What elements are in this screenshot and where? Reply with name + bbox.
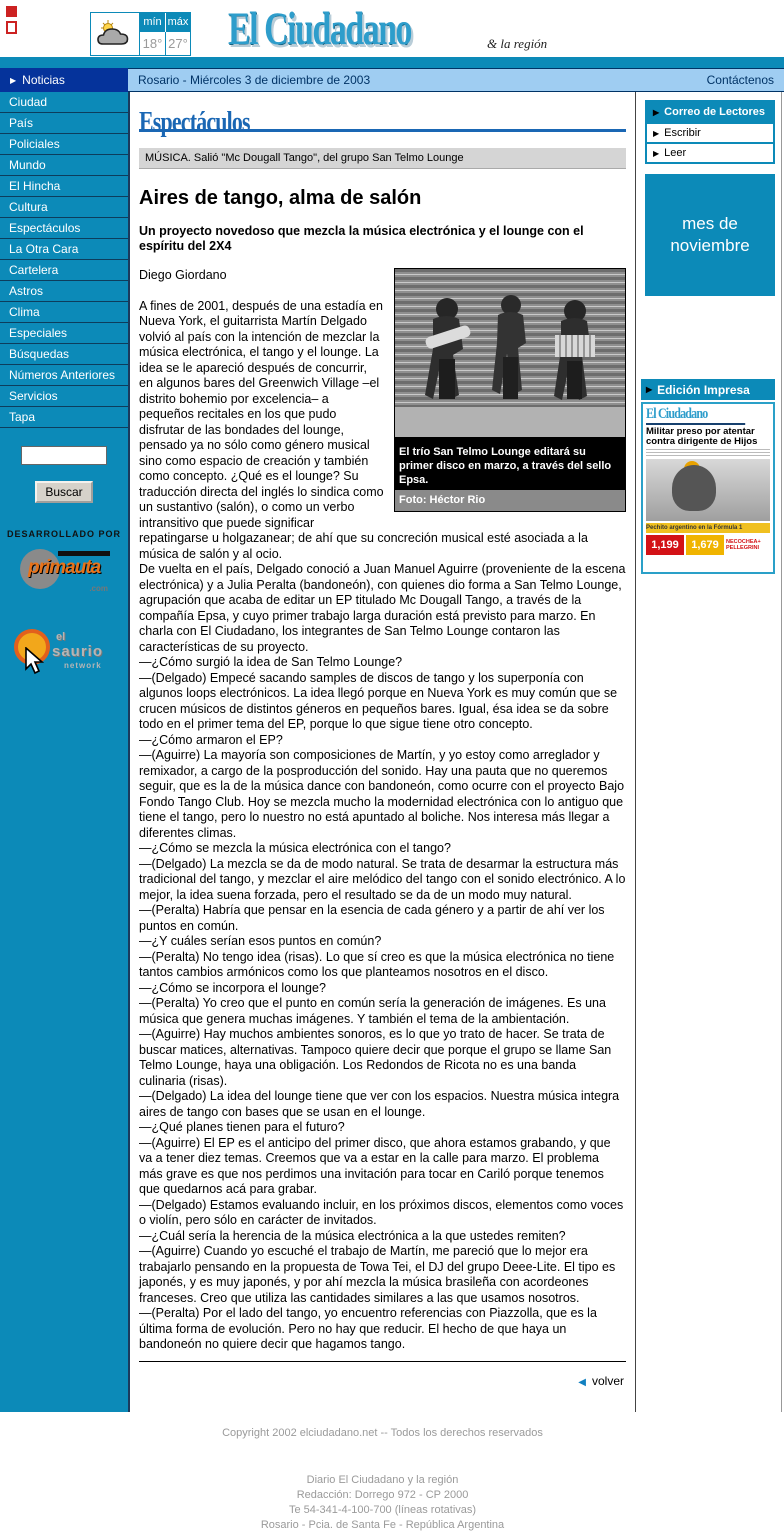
arrow-right-icon: ▶ <box>653 128 660 138</box>
arrow-right-icon: ▶ <box>646 385 653 394</box>
section-logo: Espectáculos <box>139 107 250 138</box>
sidebar-nav <box>0 92 128 428</box>
back-link[interactable] <box>139 1374 624 1388</box>
article-paragraph: —(Delgado) La idea del lounge tiene que ver con los espacios. Nuestra música integra aires de tango con bases que se usan en el lounge. <box>139 1089 620 1119</box>
arrow-left-icon: ◀ <box>578 1376 586 1388</box>
sidebar-item[interactable]: La Otra Cara <box>0 239 128 260</box>
sidebar-item[interactable]: Cartelera <box>0 260 128 281</box>
article-end-rule <box>139 1361 626 1362</box>
primauta-logo[interactable] <box>18 547 110 593</box>
sidebar-item[interactable]: Tapa <box>0 407 128 428</box>
sidebar-item[interactable]: El Hincha <box>0 176 128 197</box>
weather-min-value: 18° <box>140 32 165 55</box>
decoration-red-icon <box>6 6 20 34</box>
primauta-com-label: .com <box>89 584 108 593</box>
print-edition-thumbnail[interactable] <box>641 402 775 574</box>
page-right-border <box>781 92 782 1412</box>
arrow-right-icon: ▶ <box>653 107 660 117</box>
article-paragraph: —(Peralta) Habría que pensar en la esencia de cada género y a partir de ahí ver los puntos en común. <box>139 903 605 933</box>
article-kicker: MÚSICA. Salió "Mc Dougall Tango", del grupo San Telmo Lounge <box>139 148 626 169</box>
print-strip-headline: Pechito argentino en la Fórmula 1 <box>646 523 770 533</box>
sidebar-item[interactable]: Cultura <box>0 197 128 218</box>
print-headline: Militar preso por atentar contra dirigente de Hijos <box>646 426 758 447</box>
sidebar-item[interactable]: Policiales <box>0 134 128 155</box>
weather-max-label: máx <box>165 13 190 32</box>
article-paragraph: —(Aguirre) La mayoría son composiciones de Martín, y yo estoy como arreglador y remixador, a cargo de la posproducción del sonido. Hay una pauta que no queremos seguir, que es la de la música dance con bandoneón, como ocurre con el proyecto Bajo Fondo Tango Club. Hoy se mezcla mucho la modernidad electrónica con lo antiguo que tiene el tango, pero lo nuestro no está apuntado al boliche. Nos interesa más llegar a diferentes climas. <box>139 748 625 840</box>
sidebar-item[interactable]: Números Anteriores <box>0 365 128 386</box>
sidebar-item[interactable]: Especiales <box>0 323 128 344</box>
saurio-line1: el <box>56 631 66 643</box>
article-paragraph: —(Delgado) Estamos evaluando incluir, en los próximos discos, elementos como voces o violín, pero sólo en carácter de invitados. <box>139 1197 624 1227</box>
contact-link[interactable]: Contáctenos <box>706 73 774 87</box>
footer-line: Rosario - Pcia. de Santa Fe - República Argentina <box>260 1518 505 1531</box>
current-section-label: Noticias <box>22 73 65 87</box>
sidebar-item[interactable]: Astros <box>0 281 128 302</box>
footer-line: Redacción: Dorrego 972 - CP 2000 <box>296 1488 469 1501</box>
sidebar-item[interactable]: Espectáculos <box>0 218 128 239</box>
saurio-line2: saurio <box>52 643 104 660</box>
print-bottom-row <box>646 535 770 555</box>
article-paragraph: —¿Cómo se incorpora el lounge? <box>139 980 326 995</box>
footer-line: Diario El Ciudadano y la región <box>306 1473 459 1486</box>
article-paragraph: —(Aguirre) El EP es el anticipo del primer disco, que ahora estamos grabando, y que va a tener diez temas. Creemos que va a estar en la calle para marzo. El problema más grave es que nos perdimos una invitación para tocar en Cariló porque tenemos que quedarnos acá para grabar. <box>139 1135 611 1196</box>
partly-cloudy-icon <box>91 13 140 55</box>
sidebar-item[interactable]: Clima <box>0 302 128 323</box>
band-photo <box>395 269 625 437</box>
correo-de-lectores-widget <box>645 100 775 164</box>
correo-link-label: Escribir <box>664 127 701 139</box>
month-banner-label: mes de noviembre <box>670 214 750 255</box>
weather-min-label: mín <box>140 13 165 32</box>
main-content <box>128 92 636 1531</box>
copyright-text: Copyright 2002 elciudadano.net -- Todos los derechos reservados <box>222 1426 543 1439</box>
print-faux-text <box>646 449 770 457</box>
primauta-wordmark: primauta <box>28 557 101 578</box>
site-logo[interactable]: El Ciudadano <box>228 3 412 55</box>
el-saurio-logo[interactable] <box>12 625 116 683</box>
price-badge-red: 1,199 <box>646 535 684 555</box>
price-badge-yellow: 1,679 <box>686 535 724 555</box>
article-paragraph: —(Peralta) Yo creo que el punto en común sería la generación de imágenes. Es una música que genera muchas imágenes. Y también el tema de la ambientación. <box>139 996 606 1026</box>
article-paragraph: —¿Cuál sería la herencia de la música electrónica a la que ustedes remiten? <box>139 1228 566 1243</box>
print-masthead: El Ciudadano <box>646 406 745 425</box>
saurio-line3: network <box>64 661 102 670</box>
date-text: Rosario - Miércoles 3 de diciembre de 2003 <box>138 73 371 87</box>
header-divider <box>0 57 784 68</box>
article-subtitle: Un proyecto novedoso que mezcla la música electrónica y el lounge con el espíritu del 2X4 <box>139 224 584 253</box>
article-photo-box <box>394 268 626 512</box>
search-button[interactable]: Buscar <box>35 481 93 503</box>
sidebar-item[interactable]: Mundo <box>0 155 128 176</box>
article-paragraph: —¿Cómo se mezcla la música electrónica con el tango? <box>139 841 451 855</box>
article-body <box>139 268 626 1353</box>
article-headline: Aires de tango, alma de salón <box>139 187 422 209</box>
sidebar-item[interactable]: Ciudad <box>0 92 128 113</box>
print-photo <box>646 459 770 521</box>
arrow-right-icon: ▶ <box>10 75 17 85</box>
article-paragraph: —¿Cómo armaron el EP? <box>139 732 283 747</box>
article-paragraph: —¿Qué planes tienen para el futuro? <box>139 1120 345 1134</box>
section-logo-block <box>139 105 626 136</box>
promo-label: NECOCHEA+ PELLEGRINI <box>726 539 761 551</box>
top-nav-row <box>0 68 784 92</box>
correo-title: Correo de Lectores <box>664 106 766 118</box>
correo-header <box>647 102 773 122</box>
back-link-label: volver <box>591 1373 624 1388</box>
correo-link[interactable] <box>647 122 773 142</box>
sidebar-item[interactable]: País <box>0 113 128 134</box>
article-paragraph: —¿Cómo surgió la idea de San Telmo Lounge? <box>139 655 403 669</box>
date-bar <box>128 68 784 92</box>
left-sidebar <box>0 92 128 1412</box>
article-paragraph: —(Delgado) La mezcla se da de modo natural. Se trata de desarmar la estructura más tradicional del tango, y mezclar el aire melódico del tango con el sonido electrónico. A lo mejor, la idea suena forzada, pero el resultado se da de un modo muy natural. <box>139 856 626 902</box>
article-byline: Diego Giordano <box>139 268 227 282</box>
edicion-title: Edición Impresa <box>657 382 750 397</box>
article-paragraph: —(Aguirre) Hay muchos ambientes sonoros, es lo que yo trato de hacer. Se trata de buscar matices, alternativas. Tampoco quiere decir que porque el grupo se llame San Telmo Lounge, haya una obligación. Los Redondos de Ricota no es una banda culinaria (risas). <box>139 1027 612 1088</box>
article-paragraph: A fines de 2001, después de una estadía en Nueva York, el guitarrista Martín Delgado volvió al país con la intención de mezclar la música electrónica, el tango y el lounge. La idea se le apareció después de concurrir, en algunos bares del Greenwich Village –el distrito bohemio por excelencia– a pequeños recitales en los que pudo disfrutar de las bondades del lounge, pensado ya no sólo como género musical sino como espacio de creación y también como concepto. ¿Qué es el lounge? Su traducción directa del inglés lo sindica como un sustantivo (salón), o como un verbo intransitivo que puede significar repatingarse u holgazanear; de ahí que su concreción musical esté asociada a la música de salón y al ocio. <box>139 298 588 561</box>
sidebar-item[interactable]: Búsquedas <box>0 344 128 365</box>
month-banner[interactable] <box>645 174 775 296</box>
correo-link-label: Leer <box>664 147 687 159</box>
article-paragraph: —(Delgado) Empecé sacando samples de discos de tango y los superponía con algunos loops electrónicos. La idea llegó porque en Nueva York es muy común que se crucen músicos de distintos géneros en pequeños bares. Igual, ésa idea se da sobre todo en el primer tema del EP, porque lo que sigue tiene otro concepto. <box>139 670 618 731</box>
search-input[interactable] <box>21 446 107 465</box>
primauta-bar <box>58 551 110 556</box>
article-paragraph: —¿Y cuáles serían esos puntos en común? <box>139 934 382 948</box>
photo-credit: Foto: Héctor Rio <box>395 490 625 512</box>
site-tagline: & la región <box>487 36 548 51</box>
correo-links <box>647 122 773 162</box>
article-paragraph: —(Peralta) No tengo idea (risas). Lo que sí creo es que la música electrónica no tiene tantos cambios armónicos como los que planteamos nosotros en el disco. <box>139 949 615 979</box>
article-paragraph: —(Aguirre) Cuando yo escuché el trabajo de Martín, me pareció que lo mejor era trabajarlo pensando en la propuesta de Towa Tei, el DJ del grupo Deee-Lite. El tipo es japonés, y es muy japonés, y por ahí mezcla la música brasileña con acordeones franceses. Creo que utiliza las cantidades similares a las que usamos nosotros. <box>139 1244 616 1305</box>
correo-link[interactable] <box>647 142 773 162</box>
sidebar-item[interactable]: Servicios <box>0 386 128 407</box>
developed-by-label: DESARROLLADO POR <box>6 529 121 539</box>
weather-widget <box>90 12 191 56</box>
article-paragraph: —(Peralta) Por el lado del tango, yo encuentro referencias con Piazzolla, que es la última forma de evolución. Pero no hay que reducir. El hecho de que haya un bandoneón no quiere decir que hagamos tango. <box>139 1306 597 1351</box>
arrow-right-icon: ▶ <box>653 148 660 158</box>
cursor-arrow-icon <box>24 647 46 675</box>
photo-caption: El trío San Telmo Lounge editará su primer disco en marzo, a través del sello Epsa. <box>395 442 625 490</box>
sidebar-item-noticias[interactable] <box>0 68 128 92</box>
footer-line: Te 54-341-4-100-700 (líneas rotativas) <box>288 1503 477 1516</box>
right-sidebar <box>637 92 784 1412</box>
footer-address <box>139 1473 626 1533</box>
weather-max-value: 27° <box>165 32 190 55</box>
edicion-impresa-header[interactable] <box>641 379 775 400</box>
page-footer <box>139 1426 626 1533</box>
article-paragraph: De vuelta en el país, Delgado conoció a Juan Manuel Aguirre (proveniente de la escena electrónica) y a Julia Peralta (bandoneón), con quienes dio forma a San Telmo Lounge, agrupación que acaba de editar un EP titulado Mc Dougall Tango, a través de la compañía Epsa, y cuyo primer trabajo larga duración está previsto para marzo. En charla con El Ciudadano, los integrantes de San Telmo Lounge contaron las características de su proyecto. <box>139 562 626 654</box>
